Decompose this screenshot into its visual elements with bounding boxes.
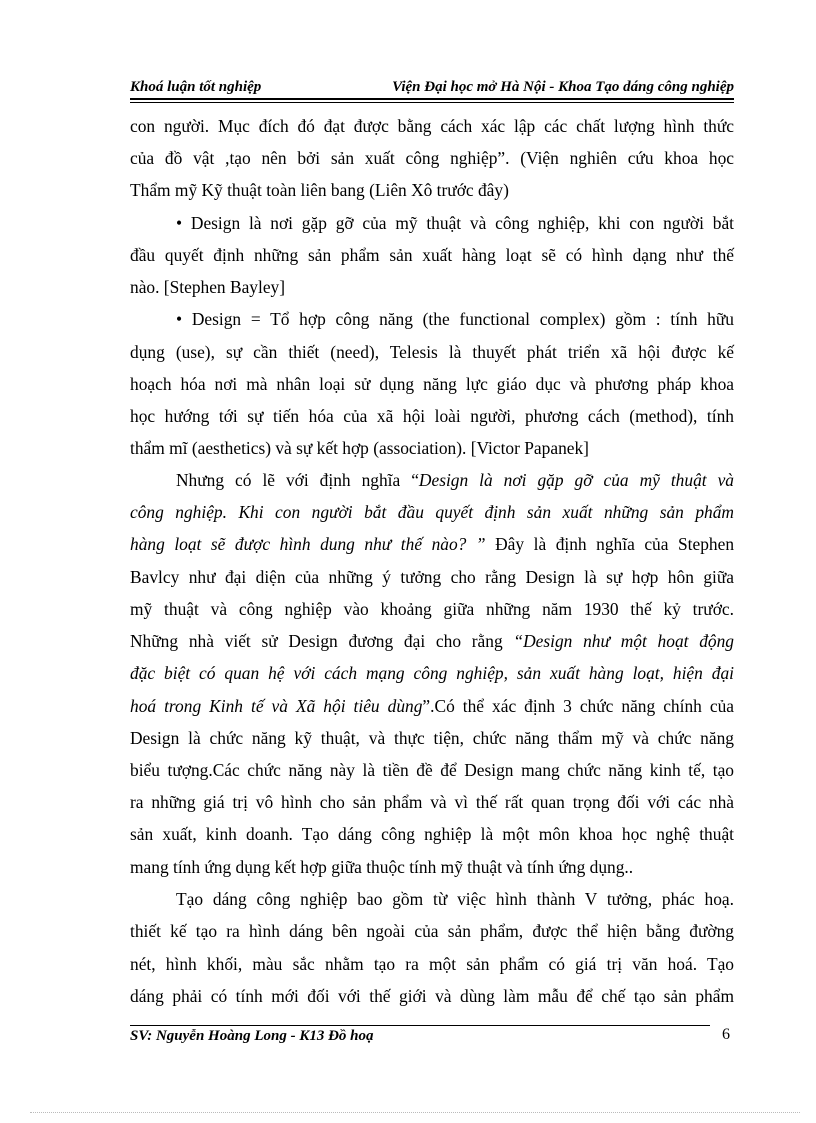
plain-segment: Đây là định nghĩa của Stephen [485, 534, 735, 554]
page-header [130, 76, 734, 100]
quote-segment: “Design như một hoạt động [513, 631, 734, 651]
plain-segment: Nhưng có lẽ với định nghĩa “ [176, 470, 419, 490]
body-line-20: Design là chức năng kỹ thuật, và thực tiện, chức năng thẩm mỹ và chức năng [130, 728, 734, 748]
body-line-22: ra những giá trị vô hình cho sản phẩm và vì thế rất quan trọng đối với các nhà [130, 792, 734, 812]
plain-segment: Những nhà viết sử Design đương đại cho rằng [130, 631, 514, 651]
body-line-8: dụng (use), sự cần thiết (need), Telesis là thuyết phát triển xã hội được kế [130, 342, 734, 362]
bullet-line-2: • Design = Tổ hợp công năng (the functional complex) gồm : tính hữu [176, 309, 734, 329]
body-line-24: mang tính ứng dụng kết hợp giữa thuộc tính mỹ thuật và tính ứng dụng.. [130, 857, 634, 877]
body-line-5: đầu quyết định những sản phẩm sản xuất hàng loạt sẽ có hình dạng như thế [130, 245, 734, 265]
quote-segment: hàng loạt sẽ được hình dung như thế nào? ” [130, 534, 486, 554]
footer-student: SV: Nguyễn Hoàng Long - K13 Đồ hoạ [130, 1028, 374, 1044]
body-line-19 [130, 694, 734, 718]
body-line-28: dáng phải có tính mới đối với thế giới và dùng làm mẫu để chế tạo sản phẩm [130, 986, 734, 1006]
plain-segment: ”.Có thể xác định 3 chức năng chính của [422, 696, 734, 716]
body-line-23: sản xuất, kinh doanh. Tạo dáng công nghiệp là một môn khoa học nghệ thuật [130, 824, 734, 844]
body-line-25: Tạo dáng công nghiệp bao gồm từ việc hình thành V tưởng, phác hoạ. [176, 889, 734, 909]
body-line-9: hoạch hóa nơi mà nhân loại sử dụng năng lực giáo dục và phương pháp khoa [130, 374, 734, 394]
body-line-10: học hướng tới sự tiến hóa của xã hội loài người, phương cách (method), tính [130, 406, 734, 426]
body-line-6: nào. [Stephen Bayley] [130, 277, 286, 297]
body-line-12 [176, 468, 734, 492]
body-line-2: của đồ vật ,tạo nên bởi sản xuất công nghiệp”. (Viện nghiên cứu khoa học [130, 148, 734, 168]
header-divider [130, 98, 734, 100]
header-divider-thin [130, 102, 734, 103]
body-line-21: biểu tượng.Các chức năng này là tiền đề để Design mang chức năng kinh tế, tạo [130, 760, 734, 780]
body-line-16: mỹ thuật và công nghiệp vào khoảng giữa những năm 1930 thế kỷ trước. [130, 599, 734, 619]
body-line-18: đặc biệt có quan hệ với cách mạng công nghiệp, sản xuất hàng loạt, hiện đại [130, 663, 734, 683]
body-line-17 [130, 629, 734, 653]
body-line-26: thiết kế tạo ra hình dáng bên ngoài của sản phẩm, được thể hiện bằng đường [130, 921, 734, 941]
quote-segment: Design là nơi gặp gỡ của mỹ thuật và [418, 470, 734, 490]
header-institute: Viện Đại học mở Hà Nội - Khoa Tạo dáng công nghiệp [392, 79, 734, 95]
body-line-11: thẩm mĩ (aesthetics) và sự kết hợp (association). [Victor Papanek] [130, 438, 589, 458]
body-line-27: nét, hình khối, màu sắc nhằm tạo ra một sản phẩm có giá trị văn hoá. Tạo [130, 954, 734, 974]
body-line-13: công nghiệp. Khi con người bắt đầu quyết định sản xuất những sản phẩm [130, 502, 734, 522]
quote-segment: hoá trong Kinh tế và Xã hội tiêu dùng [130, 696, 423, 716]
body-line-3: Thẩm mỹ Kỹ thuật toàn liên bang (Liên Xô trước đây) [130, 180, 509, 200]
bullet-line-1: • Design là nơi gặp gỡ của mỹ thuật và công nghiệp, khi con người bắt [176, 213, 734, 233]
page-bottom-dotted-line [30, 1112, 800, 1113]
body-line-15: Bavlcy như đại diện của những ý tưởng cho rằng Design là sự hợp hôn giữa [130, 567, 734, 587]
header-thesis-label: Khoá luận tốt nghiệp [130, 79, 262, 95]
page-number: 6 [722, 1026, 730, 1043]
body-line-14 [130, 532, 734, 556]
footer-divider [130, 1025, 710, 1026]
body-line-1: con người. Mục đích đó đạt được bằng cách xác lập các chất lượng hình thức [130, 116, 734, 136]
